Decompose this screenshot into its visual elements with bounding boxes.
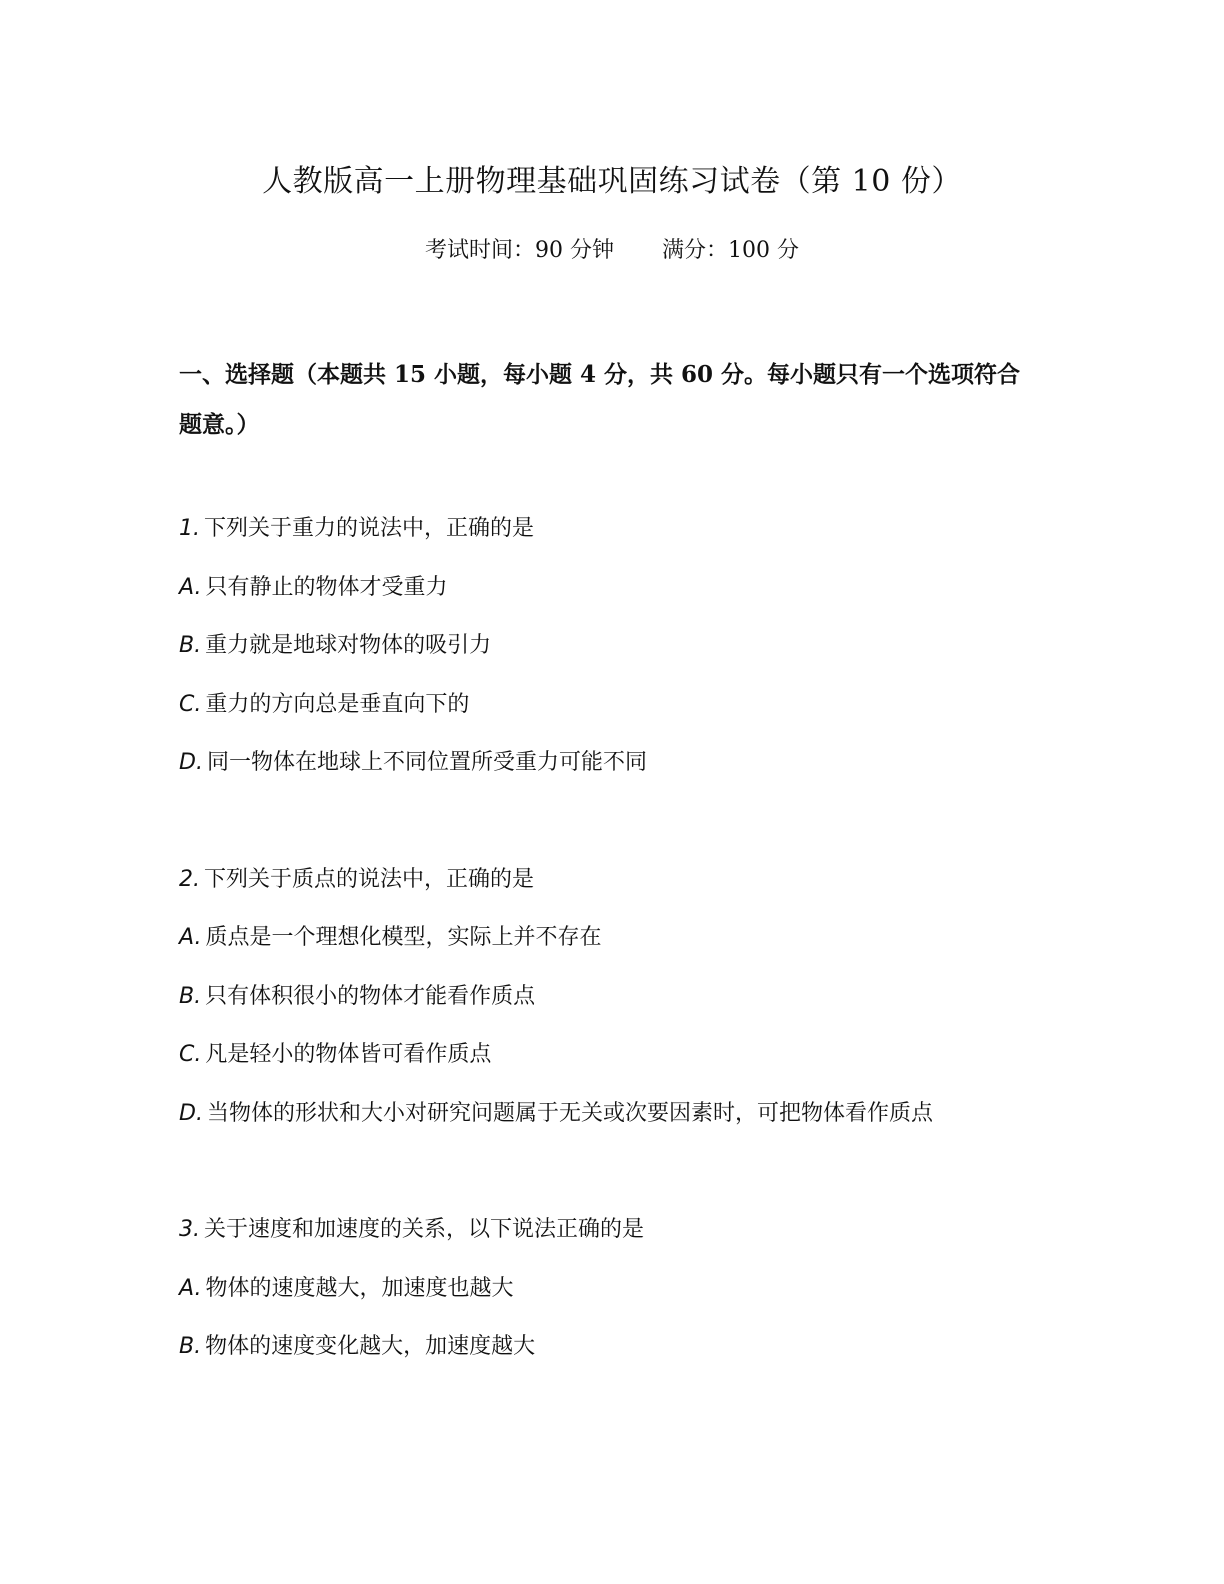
question-stem bbox=[179, 512, 1039, 546]
exam-time: 考试时间：90 分钟 bbox=[425, 238, 614, 263]
answer-option bbox=[179, 1330, 1039, 1364]
answer-option bbox=[179, 980, 1039, 1014]
section-heading: 一、选择题（本题共 15 小题，每小题 4 分，共 60 分。每小题只有一个选项符合题意。） bbox=[179, 361, 1021, 438]
option-text: 物体的速度变化越大，加速度越大 bbox=[205, 1334, 536, 1359]
option-label: D. bbox=[179, 750, 203, 775]
option-text: 重力就是地球对物体的吸引力 bbox=[205, 633, 492, 658]
question-number: 3. bbox=[179, 1217, 200, 1242]
option-text: 只有体积很小的物体才能看作质点 bbox=[205, 984, 536, 1009]
question-number: 1. bbox=[179, 516, 200, 541]
answer-option bbox=[179, 1097, 1039, 1131]
option-label: A. bbox=[179, 925, 202, 950]
option-label: D. bbox=[179, 1101, 203, 1126]
question-number: 2. bbox=[179, 867, 200, 892]
option-label: B. bbox=[179, 633, 202, 658]
option-label: A. bbox=[179, 575, 202, 600]
option-text: 同一物体在地球上不同位置所受重力可能不同 bbox=[206, 750, 647, 775]
option-text: 重力的方向总是垂直向下的 bbox=[205, 692, 470, 717]
option-label: C. bbox=[179, 1042, 202, 1067]
answer-option bbox=[179, 1038, 1039, 1072]
option-label: B. bbox=[179, 984, 202, 1009]
option-text: 只有静止的物体才受重力 bbox=[205, 575, 448, 600]
question-text: 关于速度和加速度的关系，以下说法正确的是 bbox=[204, 1217, 645, 1242]
exam-info bbox=[0, 234, 1224, 268]
question-stem bbox=[179, 863, 1039, 897]
answer-option bbox=[179, 746, 1039, 780]
answer-option bbox=[179, 688, 1039, 722]
question-text: 下列关于质点的说法中，正确的是 bbox=[204, 867, 535, 892]
option-label: A. bbox=[179, 1276, 202, 1301]
option-label: B. bbox=[179, 1334, 202, 1359]
answer-option bbox=[179, 921, 1039, 955]
answer-option bbox=[179, 1272, 1039, 1306]
answer-option bbox=[179, 571, 1039, 605]
option-text: 物体的速度越大，加速度也越大 bbox=[205, 1276, 514, 1301]
answer-option bbox=[179, 629, 1039, 663]
option-text: 当物体的形状和大小对研究问题属于无关或次要因素时，可把物体看作质点 bbox=[206, 1101, 933, 1126]
question-stem bbox=[179, 1213, 1039, 1247]
option-text: 凡是轻小的物体皆可看作质点 bbox=[205, 1042, 492, 1067]
exam-full-score: 满分：100 分 bbox=[662, 238, 799, 263]
option-text: 质点是一个理想化模型，实际上并不存在 bbox=[205, 925, 602, 950]
option-label: C. bbox=[179, 692, 202, 717]
page-title: 人教版高一上册物理基础巩固练习试卷（第 10 份） bbox=[262, 164, 962, 199]
question-text: 下列关于重力的说法中，正确的是 bbox=[204, 516, 535, 541]
